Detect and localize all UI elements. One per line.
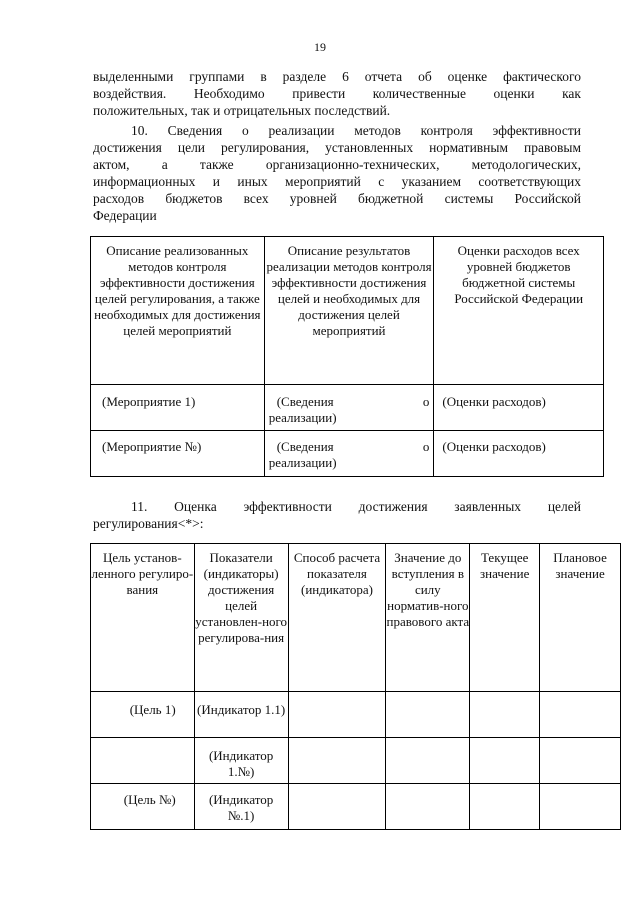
header-cell: Плановое значение [540, 544, 621, 692]
results-text: (Сведения [276, 394, 334, 409]
header-cell: Цель установ-ленного регулиро-вания [91, 544, 195, 692]
section-10-line: достижения цели регулирования, установленных нормативным правовым [93, 140, 581, 155]
section-11-line: 11. Оценка эффективности достижения заявленных целей [131, 499, 581, 514]
intro-paragraph [93, 68, 581, 119]
table-row [91, 784, 621, 830]
section-10-line: Федерации [93, 208, 157, 223]
header-cell: Описание результатов реализации методов контроля эффективности достижения целей и необходимых для достижения целей мероприятий [264, 237, 434, 385]
planned-cell [540, 692, 621, 738]
method-cell [288, 692, 386, 738]
table-header-row [91, 544, 621, 692]
results-text: (Сведения [276, 439, 334, 454]
section-10-line: расходов бюджетов всех уровней бюджетной системы Российской [93, 191, 581, 206]
measure-cell: (Мероприятие 1) [91, 385, 265, 431]
results-text: реализации) [268, 455, 337, 470]
goal-cell: (Цель 1) [91, 692, 195, 738]
indicator-cell: (Индикатор №.1) [194, 784, 288, 830]
header-cell: Оценки расходов всех уровней бюджетов бюджетной системы Российской Федерации [434, 237, 604, 385]
section-11-line: регулирования<*>: [93, 516, 204, 531]
results-cell [264, 385, 434, 431]
intro-line: воздействия. Необходимо привести количественные оценки как [93, 86, 581, 101]
planned-cell [540, 784, 621, 830]
header-cell: Значение до вступления в силу норматив-ного правового акта [386, 544, 470, 692]
goal-cell [91, 738, 195, 784]
goal-cell: (Цель №) [91, 784, 195, 830]
section-10-line: актом, а также организационно-технических, методологических, [93, 157, 581, 172]
efficiency-assessment-table [90, 543, 621, 830]
section-10-line: 10. Сведения о реализации методов контроля эффективности [131, 123, 581, 138]
current-cell [470, 784, 540, 830]
methods-control-table [90, 236, 604, 477]
results-cell [264, 431, 434, 477]
current-cell [470, 692, 540, 738]
header-cell: Текущее значение [470, 544, 540, 692]
results-text: о [422, 439, 430, 454]
section-10-line: информационных и иных мероприятий с указанием соответствующих [93, 174, 581, 189]
planned-cell [540, 738, 621, 784]
baseline-cell [386, 784, 470, 830]
header-cell: Описание реализованных методов контроля эффективности достижения целей регулирования, а также необходимых для достижения целей мероприятий [91, 237, 265, 385]
header-cell: Показатели (индикаторы) достижения целей установлен-ного регулирова-ния [194, 544, 288, 692]
baseline-cell [386, 738, 470, 784]
intro-line: выделенными группами в разделе 6 отчета об оценке фактического [93, 69, 581, 84]
indicator-cell: (Индикатор 1.1) [194, 692, 288, 738]
costs-cell: (Оценки расходов) [434, 385, 604, 431]
method-cell [288, 784, 386, 830]
current-cell [470, 738, 540, 784]
table-row [91, 738, 621, 784]
section-11-paragraph [93, 498, 581, 532]
results-text: реализации) [268, 410, 337, 425]
table-row [91, 431, 604, 477]
intro-line: положительных, так и отрицательных последствий. [93, 103, 391, 118]
page-number: 19 [314, 40, 326, 54]
costs-cell: (Оценки расходов) [434, 431, 604, 477]
section-10-paragraph [93, 122, 581, 224]
method-cell [288, 738, 386, 784]
results-text: о [422, 394, 430, 409]
table-row [91, 385, 604, 431]
measure-cell: (Мероприятие №) [91, 431, 265, 477]
indicator-cell: (Индикатор 1.№) [194, 738, 288, 784]
header-cell: Способ расчета показателя (индикатора) [288, 544, 386, 692]
table-row [91, 692, 621, 738]
table-header-row [91, 237, 604, 385]
baseline-cell [386, 692, 470, 738]
